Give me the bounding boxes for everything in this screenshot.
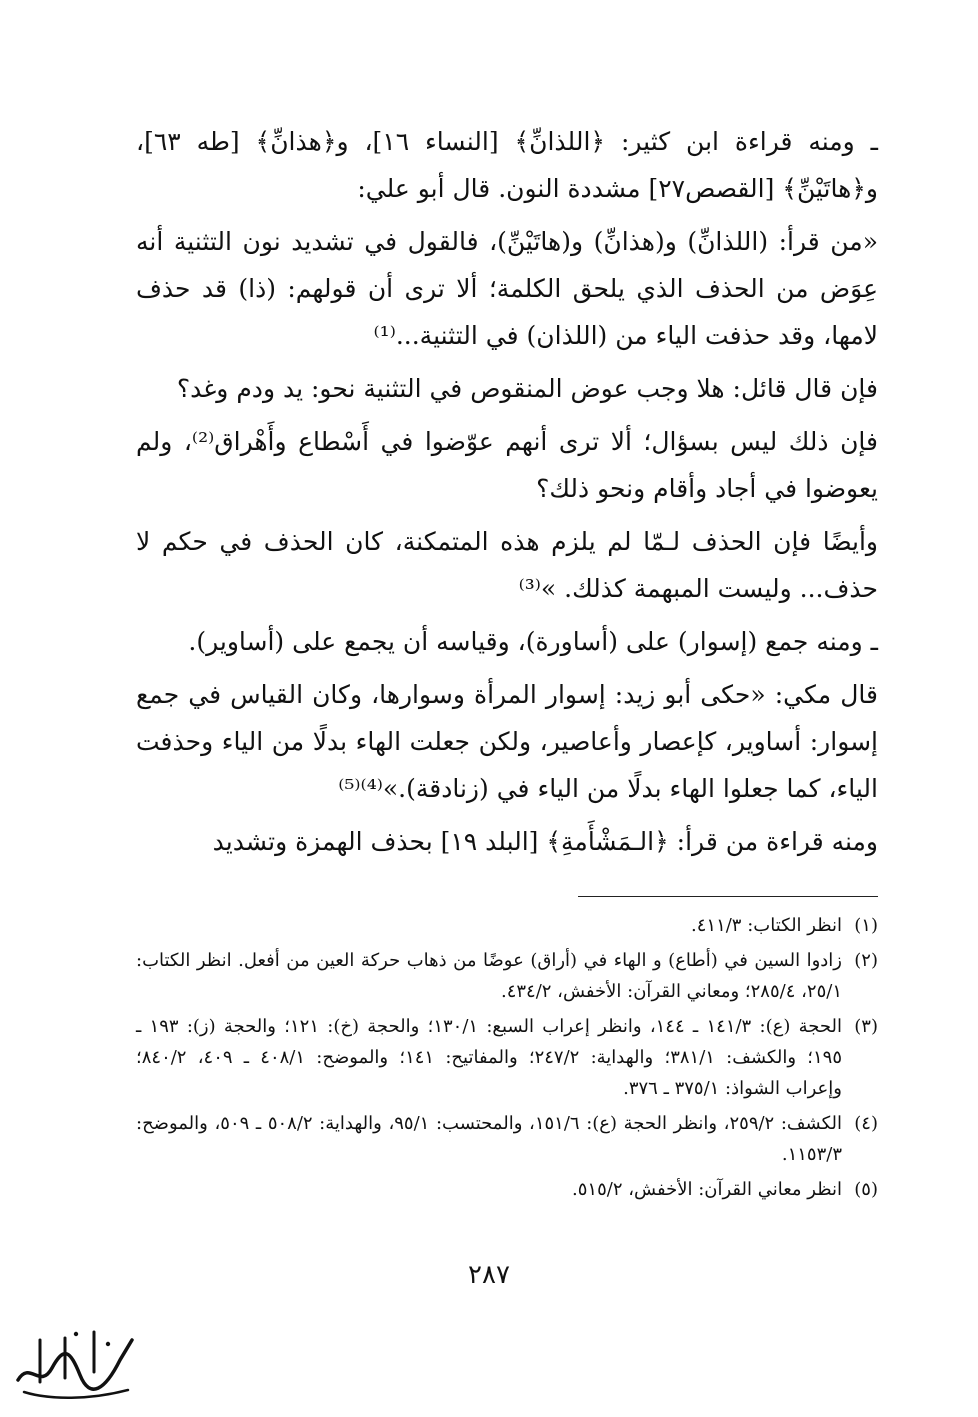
footnote-number: (٥) [854,1179,878,1200]
footnote-text: الكشف: ٢٥٩/٢، وانظر الحجة (ع): ١٥١/٦، والمحتسب: ٩٥/١، والهداية: ٥٠٨/٢ ـ ٥٠٩، والموضح: ١١٥٣/٣. [136,1113,843,1165]
footnote [136,945,878,1007]
footnote [136,1108,878,1170]
footnote [136,1174,878,1205]
footnotes [136,910,878,1209]
footnote-number: (٢) [854,950,878,971]
paragraph: فإن قال قائل: هلا وجب عوض المنقوص في التثنية نحو: يد ودم وغد؟ [176,374,878,403]
footnote-number: (١) [854,915,878,936]
calligraphy-logo-icon [10,1320,140,1405]
paragraph: ومنه قراءة من قرأ: ﴿الـمَشْأَمةِ﴾ [البلد ١٩] بحذف الهمزة وتشديد [212,827,878,856]
footnote-text: انظر معاني القرآن: الأخفش، ٥١٥/٢. [572,1179,842,1200]
paragraph: فإن ذلك ليس بسؤال؛ ألا ترى أنهم عوّضوا في أَسْطاع وأَهْراق⁽²⁾، ولم يعوضوا في أجاد وأقام ونحو ذلك؟ [136,427,878,503]
paragraph: وأيضًا فإن الحذف لـمّا لم يلزم هذه المتمكنة، كان الحذف في حكم لا حذف... وليست المبهمة كذلك. »⁽³⁾ [136,527,878,603]
footnote [136,1011,878,1104]
paragraph: ـ ومنه جمع (إسوار) على (أساورة)، وقياسه أن يجمع على (أساوير). [188,627,878,656]
footnote-number: (٣) [854,1016,878,1037]
footnote-text: زادوا السين في (أطاع) و الهاء في (أراق) عوضًا من ذهاب حركة العين من أفعل. انظر الكتاب: ٢٥/١، ٢٨٥/٤؛ ومعاني القرآن: الأخفش، ٤٣٤/٢. [136,950,842,1002]
page-number: ٢٨٧ [468,1260,510,1290]
footnote-text: الحجة (ع): ١٤١/٣ ـ ١٤٤، وانظر إعراب السبع: ١٣٠/١؛ والحجة (خ): ١٢١؛ والحجة (ز): ١٩٣ ـ ١٩٥؛ والكشف: ٣٨١/١؛ والهداية: ٢٤٧/٢؛ والمفاتيح: ١٤١؛ والموضح: ٤٠٨/١ ـ ٤٠٩، ٨٤٠/٢؛ وإعراب الشواذ: ٣٧٥/١ ـ ٣٧٦. [136,1016,843,1099]
footnote-number: (٤) [854,1113,878,1134]
paragraph: «من قرأ: (اللذانِّ) و(هذانِّ) و(هاتَيْنِّ)، فالقول في تشديد نون التثنية أنه عِوَض من الحذف الذي يلحق الكلمة؛ ألا ترى أن قولهم: (ذا) قد حذف لامها، وقد حذفت الياء من (اللذان) في التثنية...⁽¹⁾ [136,227,878,350]
main-text [136,118,878,871]
footnote-text: انظر الكتاب: ٤١١/٣. [691,915,842,936]
footnote [136,910,878,941]
paragraph: ـ ومنه قراءة ابن كثير: ﴿اللذانِّ﴾ [النساء ١٦]، و﴿هذانِّ﴾ [طه ٦٣]، و﴿هاتَيْنِّ﴾ [القصص٢٧] مشددة النون. قال أبو علي: [136,127,878,203]
footnote-separator [578,896,878,897]
paragraph: قال مكي: «حكى أبو زيد: إسوار المرأة وسوارها، وكان القياس في جمع إسوار: أساوير، كإعصار وأعاصير، ولكن جعلت الهاء بدلًا من الياء وحذفت الياء، كما جعلوا الهاء بدلًا من الياء في (زنادقة).»⁽⁴⁾⁽⁵⁾ [136,680,878,803]
